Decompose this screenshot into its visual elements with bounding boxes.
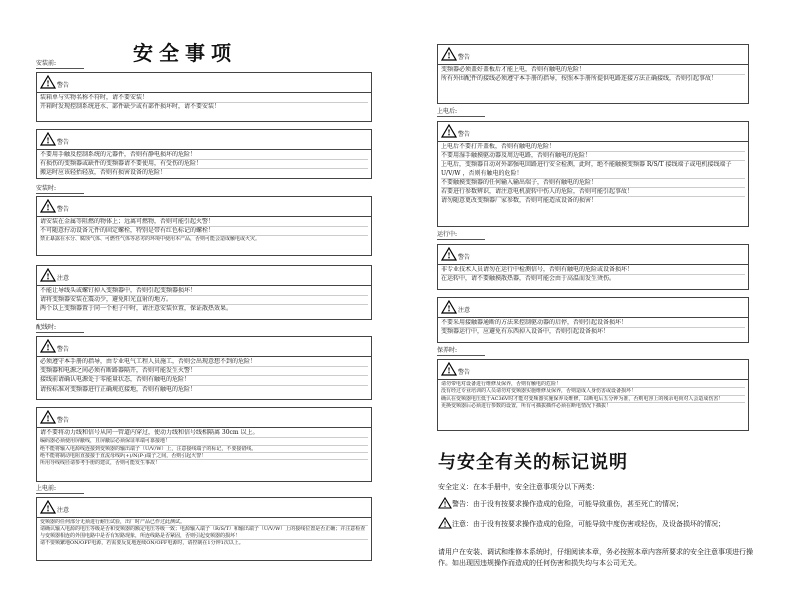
svg-text:!: !: [46, 78, 50, 89]
svg-text:!: !: [46, 342, 50, 353]
caution-triangle-icon: [441, 300, 457, 314]
warning-line: 编码器必须使用屏蔽线，且屏蔽层必须保证单端可靠接地！: [40, 438, 368, 445]
svg-text:!: !: [46, 503, 50, 514]
warning-label: 警告: [57, 139, 70, 146]
warning-line: 变频器和电源之间必须有断路器隔开，否则可能发生火警！: [40, 367, 368, 376]
warning-triangle-icon: [40, 199, 56, 213]
warning-triangle-icon: [438, 497, 452, 509]
svg-text:!: !: [447, 250, 451, 261]
warning-line: 非专业技术人员请勿在运行中检测信号，否则有触电的危险或设备损坏！: [441, 266, 745, 275]
note-line: 不要采用接触器通断的方法来控制驱动器的启停，否则引起设备损坏！: [441, 319, 745, 328]
warning-label: 警告: [458, 369, 471, 376]
note-line: 变频器运行中，应避免有东西掉入设备中，否则引起设备损坏！: [441, 328, 610, 336]
warning-line: 若要进行参数辨识，请注意电机旋转中伤人的危险，否则可能引起事故！: [441, 188, 745, 197]
warning-label: 警告: [458, 54, 471, 61]
warning-label: 警告: [458, 254, 471, 261]
warning-line: 确认在变频器电压低于AC36V时才能对变频器实施保养及维修，以断电后五分钟为准，否则电容上的残余电荷对人会造成伤害！: [441, 396, 745, 403]
note-box-1: [36, 265, 372, 320]
closing-paragraph: 请用户在安装、调试和维修本系统时，仔细阅读本章，务必按照本章内容所要求的安全注意事项进行操作。如出现因违规操作而造成的任何伤害和损失均与本公司无关。: [438, 548, 753, 567]
warning-line: 不要用湿手触摸驱动器及周边电路，否则有触电的危险！: [441, 152, 745, 161]
warning-label: 警告: [57, 82, 70, 89]
warning-line: 更换变频器后必须进行参数的设置，所有可插拔插件必须在断电情况下插拔！: [441, 403, 612, 410]
section-running: 运行中:: [437, 231, 485, 240]
caution-triangle-icon: [40, 500, 56, 514]
warning-box-1: [36, 72, 372, 122]
warning-line: 请按标准对变频器进行正确规范接地，否则有触电的危险！: [40, 385, 197, 393]
warning-box-8: [437, 244, 749, 290]
note-line: 两个以上变频器置于同一个柜子中时，请注意安装位置，保证散热效果。: [40, 305, 233, 313]
svg-text:!: !: [447, 50, 451, 61]
note-label: 注意: [458, 307, 471, 314]
warning-label: 警告: [57, 346, 70, 353]
warning-line: 在运转中，请不要触摸散热器，否则可能会由于高温而发生烫伤。: [441, 275, 616, 283]
warning-line: 有损伤的变频器或缺件的变频器请不要使用，有受伤的危险！: [40, 160, 368, 169]
warning-line: 开箱时发现控制系统进水、部件缺少或有部件损坏时，请不要安装！: [40, 103, 221, 111]
warning-line: 所有外围配件的接线必须遵守本手册的指导，按照本手册所提供电路连接方法正确接线，否则引起事故！: [441, 75, 718, 83]
warning-line: 上电后，变频器自动对外部强电回路进行安全检测，此时，绝不能触摸变频器 R/S/T 接线端子或电机接线端子 U/V/W ，否则有触电的危险！: [441, 161, 745, 178]
warning-box-3: [36, 196, 372, 256]
warning-triangle-icon: [40, 132, 56, 146]
warning-definition-text: 警告：由于没有按要求操作造成的危险，可能导致重伤，甚至死亡的情况；: [452, 500, 683, 508]
warning-line: 不要用手触及控制系统的元器件，否则有静电损坏的危险！: [40, 151, 368, 160]
warning-line: 不要触摸变频器的任何输入输出端子，否则有触电的危险！: [441, 179, 745, 188]
note-label: 注意: [57, 507, 70, 514]
caution-triangle-icon: [438, 517, 452, 529]
warning-label: 警告: [57, 417, 70, 424]
safety-definition: 安全定义：在本手册中，安全注意事项分以下两类：: [438, 483, 599, 491]
section-wiring: 配线时:: [36, 324, 84, 333]
warning-line: 变频器必须盖好盖板后才能上电，否则有触电的危险！: [441, 66, 745, 75]
section-power-on: 上电前:: [36, 485, 84, 494]
warning-line: 请勿随意更改变频器厂家参数，否则可能造成设备的损害！: [441, 197, 598, 205]
section-maintenance: 保养时:: [437, 347, 485, 356]
note-label: 注意: [57, 275, 70, 282]
warning-definition: [438, 497, 758, 510]
note-definition: [438, 517, 758, 530]
warning-triangle-icon: [441, 47, 457, 61]
warning-line: 所用导线线径请参考手册的建议，否则可能发生事故！: [40, 460, 161, 467]
note-box-3: [437, 297, 749, 343]
caution-triangle-icon: [40, 268, 56, 282]
section-install: 安装时:: [36, 185, 84, 194]
svg-text:!: !: [46, 202, 50, 213]
warning-line: 请勿带电对设备进行维修及保养，否则有触电的危险！: [441, 381, 745, 388]
warning-line: 没有经过专业培训的人员请勿对变频器实施维修及保养，否则造成人身伤害或设备损坏！: [441, 388, 745, 395]
warning-triangle-icon: [40, 339, 56, 353]
svg-text:!: !: [447, 365, 451, 376]
section-after-power: 上电后:: [437, 108, 485, 117]
note-line: 请不要频繁地ON/OFF电源，若需要反复地连续ON/OFF电源时，请控制在1分钟1次以上。: [40, 540, 244, 547]
warning-line: 接线前请确认电源处于零能量状态，否则有触电的危险！: [40, 376, 368, 385]
note-line: 不能让导线头或螺钉掉入变频器中，否则引起变频器损坏！: [40, 287, 368, 296]
svg-text:!: !: [443, 500, 447, 509]
svg-text:!: !: [46, 413, 50, 424]
svg-text:!: !: [46, 271, 50, 282]
warning-label: 警告: [57, 206, 70, 213]
warning-line: 绝不能将制动电阻直接接于直流母线P(+)/N(P-)端子之间，否则引起火警！: [40, 453, 368, 460]
warning-line: 请安装在金属等阻燃的物体上；远离可燃物，否则可能引起火警！: [40, 218, 368, 227]
warning-box-2: [36, 129, 372, 179]
warning-line: 上电后不要打开盖板，否则有触电的危险！: [441, 143, 745, 152]
warning-triangle-icon: [441, 124, 457, 138]
note-box-2: [36, 497, 372, 561]
warning-line: 绝不能将输入电源线连接到变频器的输出端子（U/V/W）上，注意接线端子的标记，不要接错线。: [40, 446, 368, 453]
svg-text:!: !: [443, 520, 447, 529]
warning-line: 禁止暴露在水分、腐蚀气体、可燃性气体等恶劣的环境中使用本产品，否则可能会造成触电或火灾。: [40, 236, 261, 243]
warning-line: 搬运时应该轻抬轻放，否则有损害设备的危险！: [40, 169, 167, 177]
warning-box-7: [437, 121, 749, 227]
warning-box-9: [437, 359, 749, 431]
page-title: 安全事项: [133, 41, 237, 65]
warning-box-5: [36, 407, 372, 482]
note-line: 请确认输入电源的电压等级是否和变频器的额定电压等级一致；电源输入端子（R/S/T）和输出端子（U/V/W）上的接线位置是否正确；并注意检查与变频器相连的外围电路中是否有短路现象，所连线路是否紧固，否则引起变频器的损坏！: [40, 526, 368, 540]
note-definition-text: 注意：由于没有按要求操作造成的危险，可能导致中度伤害或轻伤，及设备损坏的情况；: [452, 520, 725, 528]
warning-triangle-icon: [40, 410, 56, 424]
section-before-install: 安装前:: [36, 60, 84, 69]
warning-line: 不可随意拧动设备元件的固定螺栓，特别是带有红色标记的螺栓！: [40, 227, 368, 236]
warning-line: 必须遵守本手册的指导，由专业电气工程人员施工，否则会出现意想不到的危险！: [40, 358, 368, 367]
warning-triangle-icon: [441, 362, 457, 376]
warning-line: 请不要将动力线和信号从同一管道内穿过，使动力线和信号线相隔离 30cm 以上。: [40, 429, 368, 438]
warning-box-6: [437, 44, 749, 104]
note-line: 变频器的任何部分无须进行耐压试验，出厂时产品已作过此测试。: [40, 519, 368, 526]
note-line: 请将变频器安装在震动少，避免阳光直射的地方。: [40, 296, 368, 305]
warning-triangle-icon: [40, 75, 56, 89]
svg-text:!: !: [46, 135, 50, 146]
warning-triangle-icon: [441, 247, 457, 261]
svg-text:!: !: [447, 303, 451, 314]
warning-label: 警告: [458, 131, 471, 138]
warning-line: 装箱单与实物名称不符时，请不要安装！: [40, 94, 368, 103]
section-heading: 与安全有关的标记说明: [438, 452, 628, 473]
svg-text:!: !: [447, 127, 451, 138]
warning-box-4: [36, 336, 372, 400]
